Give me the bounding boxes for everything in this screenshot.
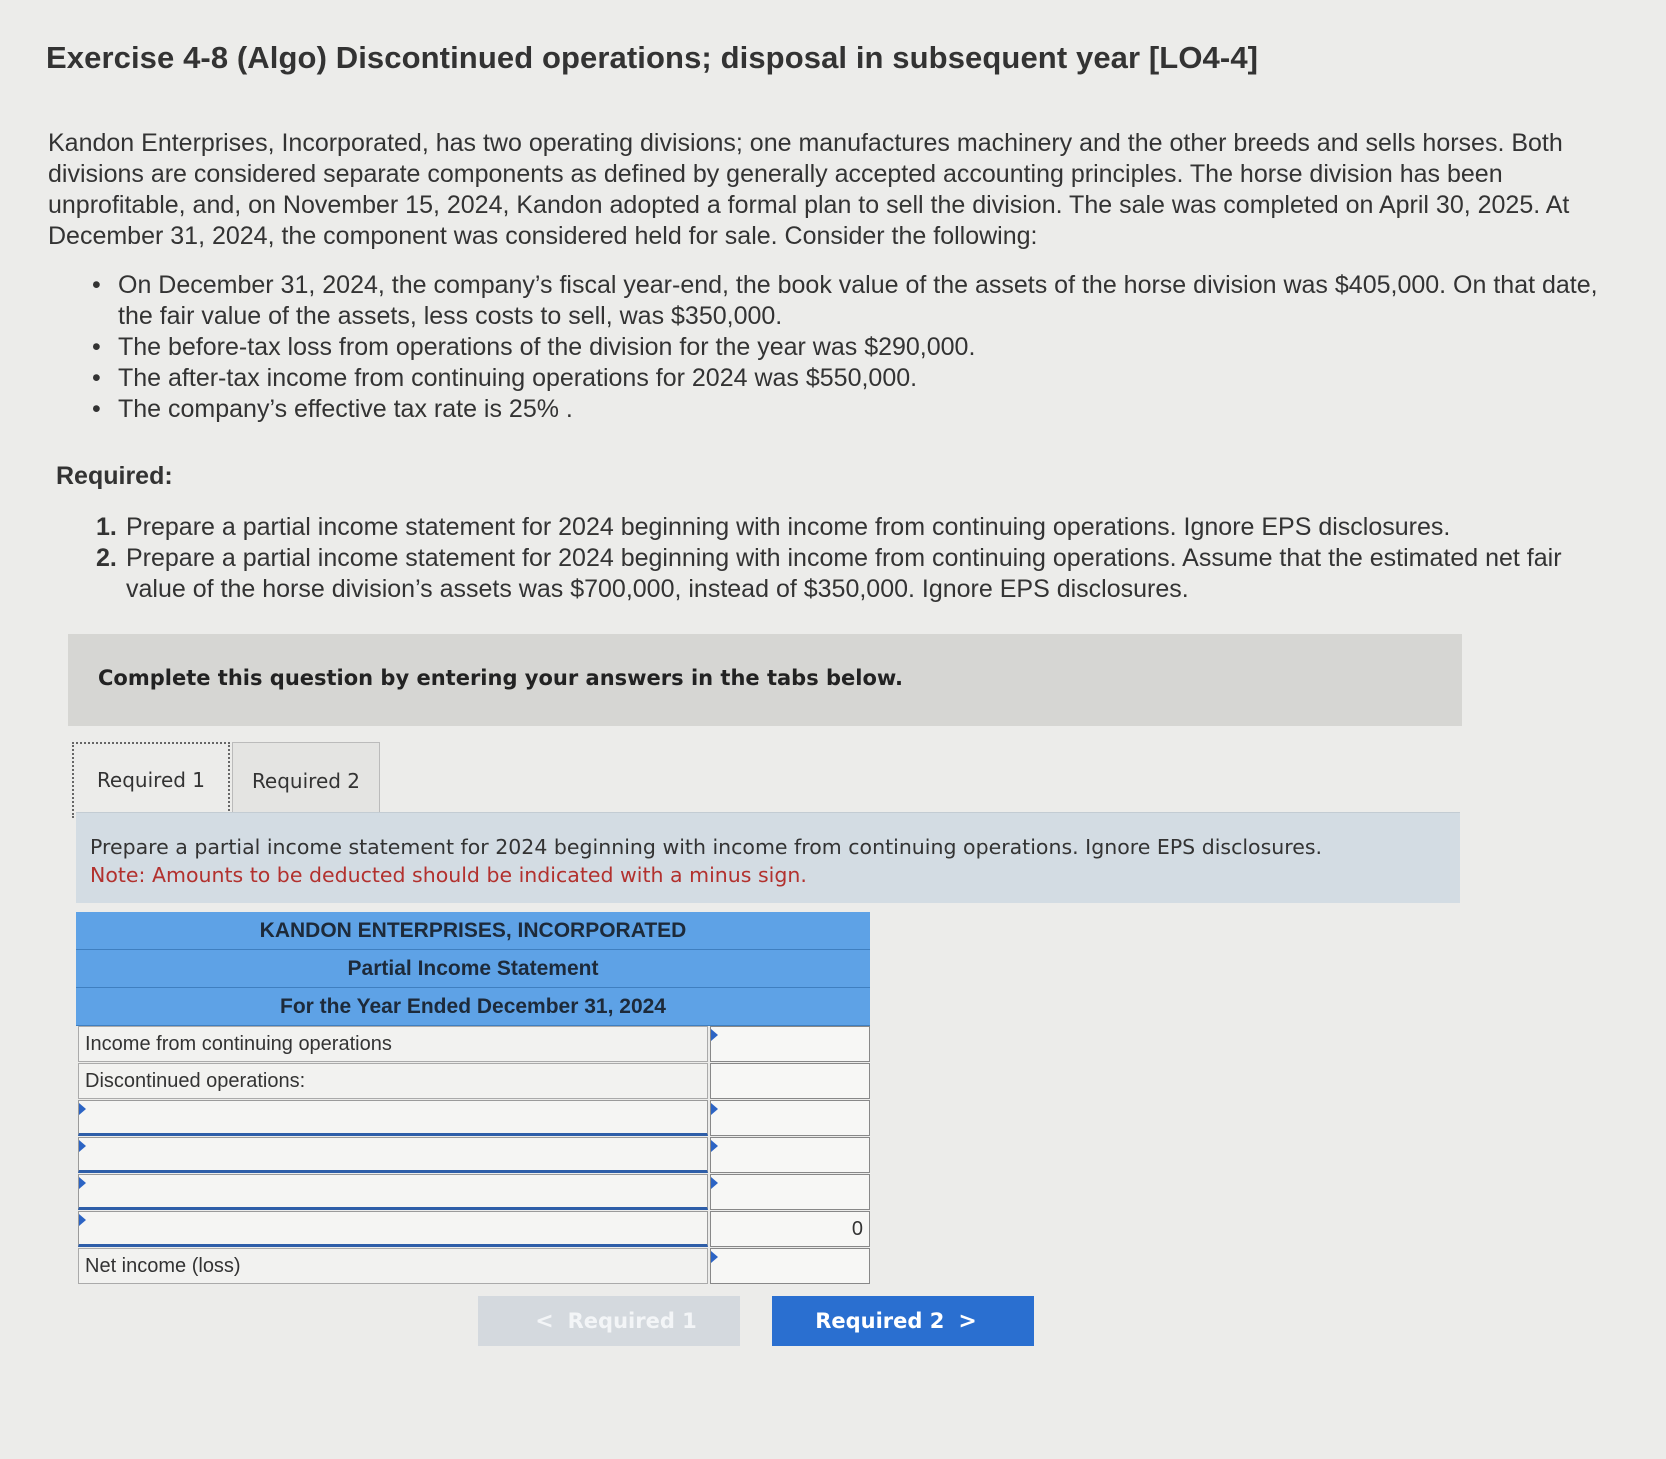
tab-required-2[interactable]: Required 2 (232, 742, 380, 818)
row-discontinued-heading (76, 1063, 870, 1100)
instructions-text: Prepare a partial income statement for 2024 beginning with income from continuing operations. Ignore EPS disclosures. (90, 835, 1323, 859)
required-item (96, 512, 1616, 543)
tab-required-1[interactable]: Required 1 (72, 742, 230, 818)
income-continuing-label: Income from continuing operations (78, 1026, 708, 1062)
line-3-label-select[interactable] (78, 1174, 708, 1210)
statement-name: Partial Income Statement (76, 950, 870, 988)
discontinued-label: Discontinued operations: (78, 1063, 708, 1099)
statement-period: For the Year Ended December 31, 2024 (76, 988, 870, 1026)
row-discontinued-line-3 (76, 1174, 870, 1211)
fact-item: • The after-tax income from continuing operations for 2024 was $550,000. (92, 363, 1612, 394)
row-discontinued-line-1 (76, 1100, 870, 1137)
required-item (96, 543, 1616, 605)
required-item-number: 2. (96, 544, 117, 572)
fact-item: • The company’s effective tax rate is 25% . (92, 394, 1612, 425)
instructions-panel (76, 812, 1460, 903)
required-item-text: Prepare a partial income statement for 2024 beginning with income from continuing operations. Assume that the estimated net fair value of the horse division’s assets was $700,000, instead of $350,000. Ignore EPS disclosures. (126, 544, 1562, 603)
fact-item: • On December 31, 2024, the company’s fiscal year-end, the book value of the assets of the horse division was $405,000. On that date, the fair value of the assets, less costs to sell, was $350,000. (92, 270, 1612, 332)
line-2-amount-input[interactable] (710, 1137, 870, 1173)
chevron-left-icon: < (535, 1308, 554, 1334)
line-1-amount-input[interactable] (710, 1100, 870, 1136)
required-heading: Required: (56, 462, 173, 490)
discontinued-value-cell (710, 1063, 870, 1099)
income-statement (76, 912, 870, 1285)
line-4-total: 0 (710, 1211, 870, 1247)
net-income-label: Net income (loss) (78, 1248, 708, 1284)
required-list (96, 512, 1616, 605)
instructions-note: Note: Amounts to be deducted should be indicated with a minus sign. (90, 863, 807, 887)
income-continuing-input[interactable] (710, 1026, 870, 1062)
complete-banner (68, 634, 1462, 726)
complete-banner-text: Complete this question by entering your answers in the tabs below. (98, 666, 903, 690)
fact-item: • The before-tax loss from operations of the division for the year was $290,000. (92, 332, 1612, 363)
row-discontinued-line-4 (76, 1211, 870, 1248)
line-4-label-select[interactable] (78, 1211, 708, 1247)
chevron-right-icon: > (958, 1308, 977, 1334)
next-required-button[interactable] (772, 1296, 1034, 1346)
net-income-input[interactable] (710, 1248, 870, 1284)
prev-button-label: Required 1 (567, 1309, 697, 1333)
line-1-label-select[interactable] (78, 1100, 708, 1136)
exercise-title: Exercise 4-8 (Algo) Discontinued operations; disposal in subsequent year [LO4-4] (46, 40, 1259, 75)
row-discontinued-line-2 (76, 1137, 870, 1174)
statement-company: KANDON ENTERPRISES, INCORPORATED (76, 912, 870, 950)
next-button-label: Required 2 (815, 1309, 945, 1333)
row-net-income (76, 1248, 870, 1285)
line-3-amount-input[interactable] (710, 1174, 870, 1210)
facts-list (92, 270, 1612, 425)
row-income-continuing (76, 1026, 870, 1063)
required-item-number: 1. (96, 513, 117, 541)
exercise-intro: Kandon Enterprises, Incorporated, has two operating divisions; one manufactures machinery and the other breeds and sells horses. Both divisions are considered separate components as defined by generally accepted accounting principles. The horse division has been unprofitable, and, on November 15, 2024, Kandon adopted a formal plan to sell the division. The sale was completed on April 30, 2025. At December 31, 2024, the component was considered held for sale. Consider the following: (48, 129, 1570, 250)
required-item-text: Prepare a partial income statement for 2024 beginning with income from continuing operations. Ignore EPS disclosures. (126, 513, 1451, 541)
line-2-label-select[interactable] (78, 1137, 708, 1173)
prev-required-button[interactable] (478, 1296, 740, 1346)
